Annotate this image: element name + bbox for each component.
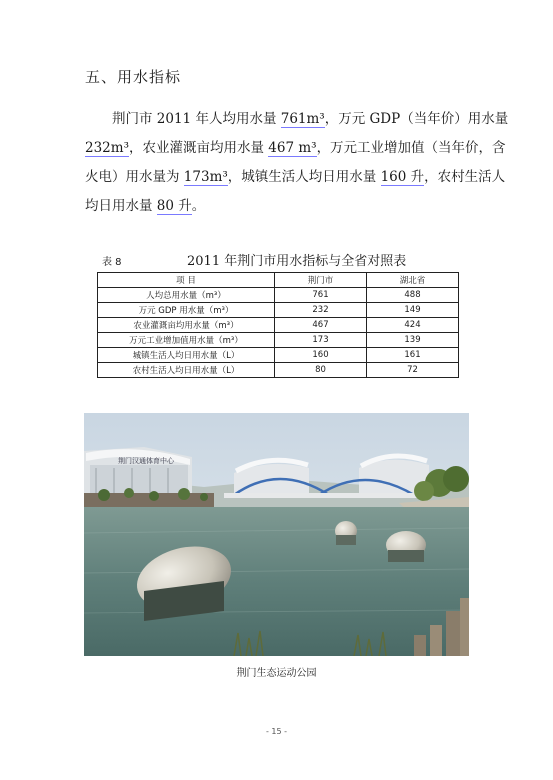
jingmen-value: 173 (275, 333, 367, 348)
body-paragraph (85, 105, 509, 221)
water-indicator-table (97, 272, 459, 378)
table-row (98, 303, 459, 318)
irrigation-water-value: 467 m³ (268, 140, 317, 156)
paragraph-line (85, 105, 509, 134)
jingmen-value: 761 (275, 288, 367, 303)
text-run: 。 (191, 198, 206, 214)
row-label: 万元 GDP 用水量（m³） (98, 303, 275, 318)
text-run: ，城镇生活人均日用水量 (227, 169, 381, 185)
jingmen-value: 80 (275, 363, 367, 378)
hubei-value: 161 (367, 348, 459, 363)
rural-daily-water-value: 80 升 (156, 198, 192, 214)
table-row (98, 288, 459, 303)
table-row (98, 318, 459, 333)
section-heading: 五、用水指标 (85, 68, 182, 86)
hubei-value: 139 (367, 333, 459, 348)
table-title: 2011 年荆门市用水指标与全省对照表 (187, 254, 407, 269)
jingmen-value: 232 (275, 303, 367, 318)
text-run: 荆门市 2011 年人均用水量 (112, 111, 281, 127)
text-run: ，万元工业增加值（当年价，含 (316, 140, 506, 156)
paragraph-line (85, 192, 477, 221)
text-run: ，农村生活人 (424, 169, 506, 185)
page-number: - 15 - (265, 727, 288, 736)
stadium-sign: 荆门汉通体育中心 (118, 457, 174, 465)
hubei-value: 424 (367, 318, 459, 333)
row-label: 万元工业增加值用水量（m³） (98, 333, 275, 348)
header-item: 项 目 (98, 273, 275, 288)
text-run: 火电）用水量为 (85, 169, 184, 185)
table-number: 表 8 (102, 257, 122, 268)
table-row (98, 348, 459, 363)
row-label: 人均总用水量（m³） (98, 288, 275, 303)
park-photo (84, 413, 469, 656)
jingmen-value: 160 (275, 348, 367, 363)
table-caption (97, 250, 461, 268)
per-capita-water-value: 761m³ (280, 111, 325, 127)
table-row (98, 333, 459, 348)
hubei-value: 488 (367, 288, 459, 303)
industrial-water-value: 173m³ (183, 169, 228, 185)
urban-daily-water-value: 160 升 (380, 169, 425, 185)
row-label: 农业灌溉亩均用水量（m³） (98, 318, 275, 333)
row-label: 城镇生活人均日用水量（L） (98, 348, 275, 363)
table-header-row (98, 273, 459, 288)
text-run: ，万元 GDP（当年价）用水量 (324, 111, 509, 127)
paragraph-line (85, 163, 506, 192)
text-run: ，农业灌溉亩均用水量 (128, 140, 269, 156)
photo-caption: 荆门生态运动公园 (236, 668, 317, 679)
gdp-water-value: 232m³ (85, 140, 129, 156)
table-row (98, 363, 459, 378)
row-label: 农村生活人均日用水量（L） (98, 363, 275, 378)
text-run: 均日用水量 (85, 198, 157, 214)
hubei-value: 72 (367, 363, 459, 378)
jingmen-value: 467 (275, 318, 367, 333)
hubei-value: 149 (367, 303, 459, 318)
header-hubei: 湖北省 (367, 273, 459, 288)
header-jingmen: 荆门市 (275, 273, 367, 288)
paragraph-line (85, 134, 506, 163)
